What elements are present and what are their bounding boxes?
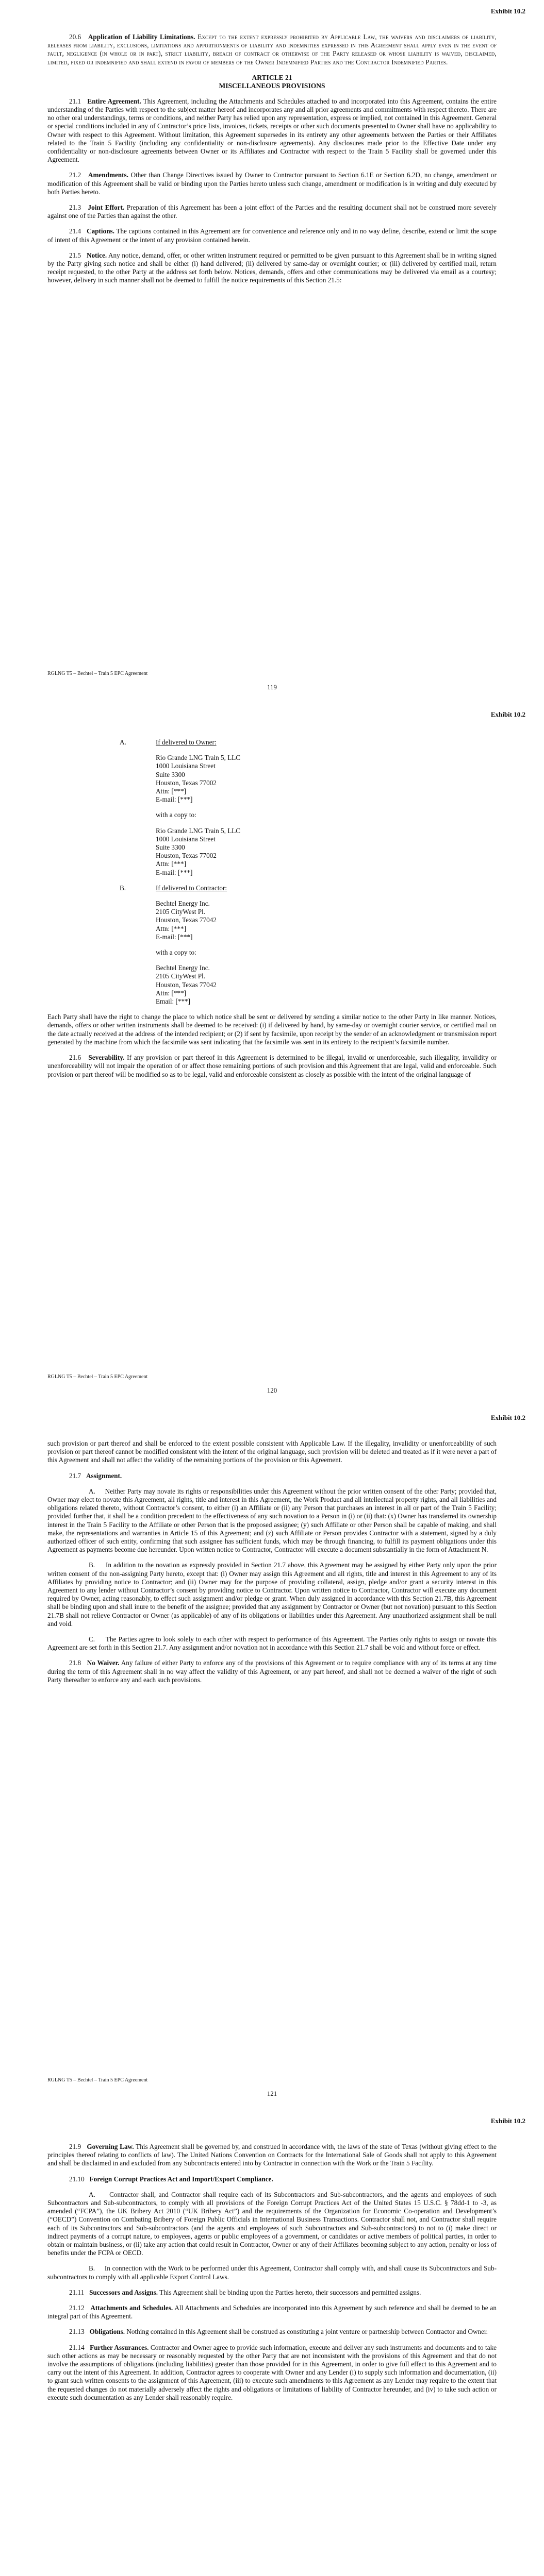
exhibit-label: Exhibit 10.2 <box>490 710 525 718</box>
footer-text: RGLNG T5 – Bechtel – Train 5 EPC Agreement <box>47 1374 148 1380</box>
section-21-7-a: A. Neither Party may novate its rights or responsibilities under this Agreement without the prior written consent of the other Party; provided that, Owner may elect to novate this Agreement, all rights, title and interest in this Agreement, the Work Product and all intellectual property rights, and all liabilities and obligations related thereto, without Contractor’s consent, to either (i) an Affiliate or (ii) any Person that purchases an interest in all or part of the Train 5 Facility; provided further that, it shall be a condition precedent to the effectiveness of any such novation to a Person in (i) or (ii) that: (x) Owner has transferred its ownership interest in the Train 5 Facility to the Affiliate or other Person that is the proposed assignee; (y) such Affiliate or other Person shall be capable of making, and shall make, the representations and warranties in Article 15 of this Agreement; and (z) such Affiliate or Person provides Contractor with a statement, signed by a duly authorized officer of such entity, confirming that such assignee has sufficient funds, which may be through financing, to fulfill its payment obligations under this Agreement as payments become due hereunder. Upon written notice to Contractor, Contractor will execute a document substantially in the form of Attachment N. <box>47 1487 497 1554</box>
section-21-1: 21.1 Entire Agreement. This Agreement, including the Attachments and Schedules attached to and incorporated into this Agreement, contains the entire understanding of the Parties with respect to the subject matter hereof and incorporates any and all prior agreements and commitments with respect thereto. There are no other oral understandings, terms or conditions, and neither Party has relied upon any representation, express or implied, not contained in this Agreement. General or special conditions included in any of Contractor’s price lists, invoices, tickets, receipts or other such documents presented to Owner shall have no applicability to Owner with respect to this Agreement. Without limitation, this Agreement supersedes in its entirety any other agreements between the Parties or their Affiliates related to the Train 5 Facility (including any confidentiality or non-disclosure agreements). Any disclosures made prior to the Effective Date under any confidentiality or non-disclosure agreements between Owner or its Affiliates and Contractor with respect to the Train 5 Facility shall be governed under this Agreement. <box>47 97 497 164</box>
section-21-6: 21.6 Severability. If any provision or part thereof in this Agreement is determined to be illegal, invalid or unenforceable, such illegality, invalidity or unenforceability will not impair the operation of or affect those remaining portions of such provision and this Agreement that are legal, valid and enforceable. Such provision or part thereof will be modified so as to be legal, valid and enforceable consistent as closely as possible with the intent of the original language of <box>47 1054 497 1078</box>
section-21-7: 21.7 Assignment. <box>69 1471 122 1480</box>
page-number: 120 <box>267 1386 277 1394</box>
contractor-address-1: Bechtel Energy Inc. 2105 CityWest Pl. Houston, Texas 77042 Attn: [***] E-mail: [***] <box>156 900 217 941</box>
section-21-2: 21.2 Amendments. Other than Change Directives issued by Owner to Contractor pursuant to Section 6.1E or Section 6.2D, no change, amendment or modification of this Agreement shall be valid or binding upon the Parties hereto unless such change, amendment or modification is in writing and duly executed by both Parties hereto. <box>47 171 497 196</box>
section-21-10: 21.10 Foreign Corrupt Practices Act and Import/Export Compliance. <box>69 2175 273 2183</box>
section-21-3: 21.3 Joint Effort. Preparation of this Agreement has been a joint effort of the Parties and the resulting document shall not be construed more severely against one of the Parties than against the other. <box>47 204 497 220</box>
section-21-11: 21.11 Successors and Assigns. This Agreement shall be binding upon the Parties hereto, their successors and permitted assigns. <box>69 2288 421 2296</box>
footer-text: RGLNG T5 – Bechtel – Train 5 EPC Agreement <box>47 671 148 676</box>
owner-address-2: Rio Grande LNG Train 5, LLC 1000 Louisiana Street Suite 3300 Houston, Texas 77002 Attn: [***] E-mail: [***] <box>156 826 241 876</box>
section-21-5: 21.5 Notice. Any notice, demand, offer, or other written instrument required or permitted to be given pursuant to this Agreement shall be in writing signed by the Party giving such notice and shall be either (i) hand delivered; (ii) delivered by same-day or overnight courier; or (iii) delivered by certified mail, return receipt requested, to the other Party at the address set forth below. Notices, demands, offers and other communications may be delivered via email as a courtesy; however, delivery in such manner shall not be deemed to fulfill the notice requirements of this Section 21.5: <box>47 251 497 284</box>
section-20-6: 20.6 Application of Liability Limitations. Except to the extent expressly prohibited by Applicable Law, the waivers and disclaimers of liability, releases from liability, exclusions, limitations and apportionments of liability and indemnities expressed in this Agreement shall apply even in the event of fault, negligence (in whole or in part), strict liability, breach of contract or otherwise of the Party released or whose liability is waived, disclaimed, limited, fixed or indemnified and shall extend in favor of members of the Owner Indemnified Parties and the Contractor Indemnified Parties. <box>47 33 497 66</box>
notice-contractor-heading: B. If delivered to Contractor: <box>120 884 227 892</box>
exhibit-label: Exhibit 10.2 <box>490 7 525 15</box>
article-heading: ARTICLE 21 <box>252 73 292 81</box>
page-120 <box>0 703 544 1406</box>
page-number: 119 <box>267 683 277 691</box>
severability-continued: such provision or part thereof and shall be enforced to the extent possible consistent with Applicable Law. If the illegality, invalidity or unenforceability of such provision or part thereof cannot be modified consistent with the intent of the original language, such provision will be deleted and treated as if it were never a part of this Agreement and shall not affect the validity of the remaining portions of the provision or this Agreement. <box>47 1439 497 1464</box>
exhibit-label: Exhibit 10.2 <box>490 1414 525 1421</box>
copy-to-label: with a copy to: <box>156 811 196 819</box>
section-21-7-c: C. The Parties agree to look solely to each other with respect to performance of this Agreement. The Parties only rights to assign or novate this Agreement are set forth in this Section 21.7. Any assignment and/or novation not in accordance with this Section 21.7 shall be void and without force or effect. <box>47 1635 497 1652</box>
notice-owner-heading: A. If delivered to Owner: <box>120 738 217 746</box>
footer-text: RGLNG T5 – Bechtel – Train 5 EPC Agreement <box>47 2077 148 2083</box>
section-21-10-a: A. Contractor shall, and Contractor shall require each of its Subcontractors and Sub-subcontractors, and the agents and employees of such Subcontractors and Sub-subcontractors, to comply with all provisions of the Foreign Corrupt Practices Act of the United States 15 U.S.C. § 78dd-1 to -3, as amended (“FCPA”), the UK Bribery Act 2010 (“UK Bribery Act”) and the requirements of the Organization for Economic Co-operation and Development’s (“OECD”) Convention on Combating Bribery of Foreign Public Officials in International Business Transactions. Contractor shall not, and Contractor shall require each of its Subcontractors and Sub-subcontractors (and the agents and employees of such Subcontractors and Sub-subcontractors) to not to (i) make direct or indirect payments of a corrupt nature, to employees, agents or public employees of a government, or candidates or active members of political parties, in order to obtain or maintain business, or (ii) take any action that could result in Contractor, Owner or any of their Affiliates becoming subject to any action, penalty or loss of benefits under the FCPA or OECD. <box>47 2190 497 2257</box>
section-21-13: 21.13 Obligations. Nothing contained in this Agreement shall be construed as constituting a joint venture or partnership between Contractor and Owner. <box>69 2328 488 2336</box>
section-21-9: 21.9 Governing Law. This Agreement shall be governed by, and construed in accordance with, the laws of the state of Texas (without giving effect to the principles thereof relating to conflicts of law). The United Nations Convention on Contracts for the International Sale of Goods shall not apply to this Agreement and shall be disclaimed in and excluded from any Subcontracts entered into by Contractor in connection with the Work or the Train 5 Facility. <box>47 2143 497 2167</box>
page-122 <box>0 2110 544 2576</box>
page-number: 121 <box>267 2090 277 2097</box>
page-121 <box>0 1406 544 2110</box>
section-21-4: 21.4 Captions. The captions contained in this Agreement are for convenience and reference only and in no way define, describe, extend or limit the scope of intent of this Agreement or the intent of any provision contained herein. <box>47 227 497 244</box>
section-21-8: 21.8 No Waiver. Any failure of either Party to enforce any of the provisions of this Agreement or to require compliance with any of its terms at any time during the term of this Agreement shall in no way affect the validity of this Agreement, or any part hereof, and shall not be deemed a waiver of the right of such Party thereafter to enforce any and each such provisions. <box>47 1659 497 1684</box>
section-21-10-b: B. In connection with the Work to be performed under this Agreement, Contractor shall comply with, and shall cause its Subcontractors and Sub-subcontractors to comply with all applicable Export Control Laws. <box>47 2264 497 2281</box>
copy-to-label: with a copy to: <box>156 948 196 957</box>
section-21-7-b: B. In addition to the novation as expressly provided in Section 21.7 above, this Agreement may be assigned by either Party only upon the prior written consent of the non-assigning Party hereto, except that: (i) Owner may assign this Agreement and all rights, title and interest in this Agreement to any of its Affiliates by providing notice to Contractor; and (ii) Owner may for the purpose of providing collateral, assign, pledge and/or grant a security interest in this Agreement to any lender without Contractor’s consent by providing notice to Contractor. Upon written notice to Contractor, Contractor will execute any document required by Owner, acting reasonably, to effect such assignment and/or pledge or grant. When duly assigned in accordance with this Section 21.7B, this Agreement shall be binding upon and shall inure to the benefit of the assignee; provided that any assignment by Contractor or Owner (but not novation) pursuant to this Section 21.7B shall not relieve Contractor or Owner (as applicable) of any of its obligations or liabilities under this Agreement. Any unauthorized assignment shall be null and void. <box>47 1561 497 1628</box>
notice-tail-paragraph: Each Party shall have the right to change the place to which notice shall be sent or delivered by sending a similar notice to the other Party in like manner. Notices, demands, offers or other written instruments shall be deemed to be received: (i) if delivered by hand, by same-day or overnight courier service, or certified mail on the date actually received at the address of the intended recipient; or (2) if sent by facsimile, upon receipt by the sender of an acknowledgment or transmission report generated by the machine from which the facsimile was sent indicating that the facsimile was sent in its entirety to the recipient’s facsimile number. <box>47 1013 497 1046</box>
owner-address-1: Rio Grande LNG Train 5, LLC 1000 Louisiana Street Suite 3300 Houston, Texas 77002 Attn: [***] E-mail: [***] <box>156 754 241 804</box>
section-21-12: 21.12 Attachments and Schedules. All Attachments and Schedules are incorporated into this Agreement by such reference and shall be deemed to be an integral part of this Agreement. <box>47 2304 497 2320</box>
contractor-address-2: Bechtel Energy Inc. 2105 CityWest Pl. Houston, Texas 77042 Attn: [***] Email: [***] <box>156 964 217 1006</box>
article-title: MISCELLANEOUS PROVISIONS <box>219 81 325 90</box>
page-119 <box>0 0 544 703</box>
exhibit-label: Exhibit 10.2 <box>490 2117 525 2125</box>
section-21-14: 21.14 Further Assurances. Contractor and Owner agree to provide such information, execute and deliver any such instruments and documents and to take such other actions as may be necessary or reasonably requested by the other Party that are not inconsistent with the provisions of this Agreement and that do not involve the assumptions of obligations (including liabilities) greater than those provided for in this Agreement, in order to give full effect to this Agreement and to carry out the intent of this Agreement. In addition, Contractor agrees to cooperate with Owner and any Lender (i) to supply such information and documentation, (ii) to grant such written consents to the assignment of this Agreement, (iii) to execute such amendments to this Agreement as any Lender may require to the extent that the requested changes do not materially adversely affect the rights and obligations or limitations of liability of Contractor hereunder, and (iv) to take such action or execute such documentation as any Lender shall reasonably require. <box>47 2343 497 2401</box>
